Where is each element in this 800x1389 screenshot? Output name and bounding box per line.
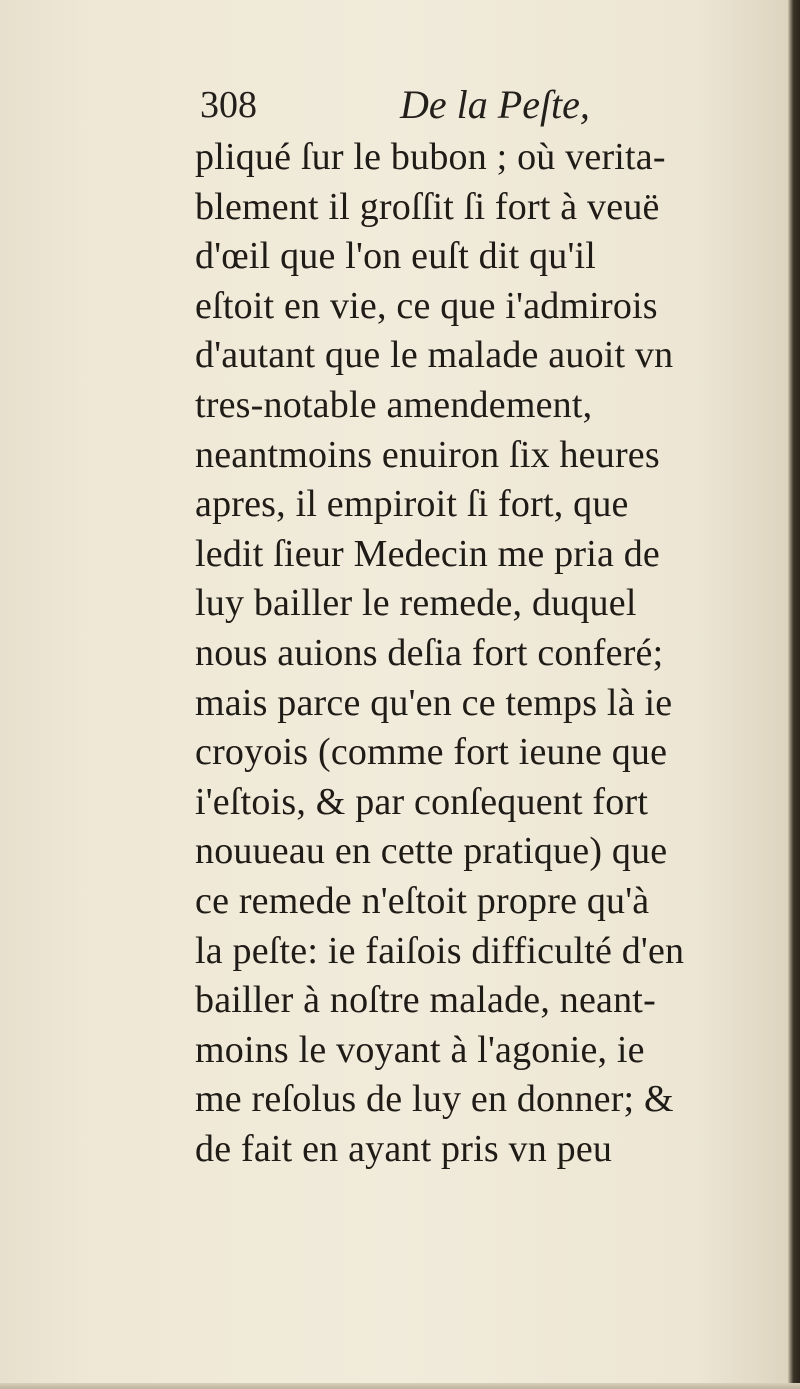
text-line: me reſolus de luy en donner; &: [195, 1078, 674, 1121]
text-line: ce remede n'eſtoit propre qu'à: [195, 879, 650, 922]
text-line: d'autant que le malade auoit vn: [195, 334, 674, 377]
text-line: tres-notable amendement,: [195, 383, 593, 426]
text-line: nouueau en cette pratique) que: [195, 830, 668, 873]
body-text: [195, 133, 775, 1174]
text-line: mais parce qu'en ce temps là ie: [195, 681, 673, 724]
text-line: i'eſtois, & par conſequent fort: [195, 780, 649, 823]
text-line: eſtoit en vie, ce que i'admirois: [195, 284, 658, 327]
running-head: De la Peſte,: [400, 82, 590, 127]
text-line: neantmoins enuiron ſix heures: [195, 433, 660, 476]
text-line: croyois (comme fort ieune que: [195, 731, 668, 774]
text-line: de fait en ayant pris vn peu: [195, 1127, 613, 1170]
page-edge-shadow: [788, 0, 800, 1389]
text-line: la peſte: ie faiſois difficulté d'en: [195, 929, 685, 972]
text-line: bailler à noſtre malade, neant-: [195, 979, 656, 1022]
text-line: luy bailler le remede, duquel: [195, 582, 637, 625]
text-line: blement il groſſit ſi fort à veuë: [195, 185, 660, 228]
text-line: apres, il empiroit ſi fort, que: [195, 483, 629, 526]
text-line: d'œil que l'on euſt dit qu'il: [195, 235, 597, 278]
page-header: [200, 80, 760, 130]
page-number: 308: [200, 84, 257, 126]
text-line: pliqué ſur le bubon ; où verita-: [195, 136, 666, 178]
text-line: moins le voyant à l'agonie, ie: [195, 1028, 645, 1071]
page-bottom-edge: [0, 1383, 800, 1389]
text-line: ledit ſieur Medecin me pria de: [195, 532, 660, 575]
text-line: nous auions deſia fort conferé;: [195, 631, 664, 674]
